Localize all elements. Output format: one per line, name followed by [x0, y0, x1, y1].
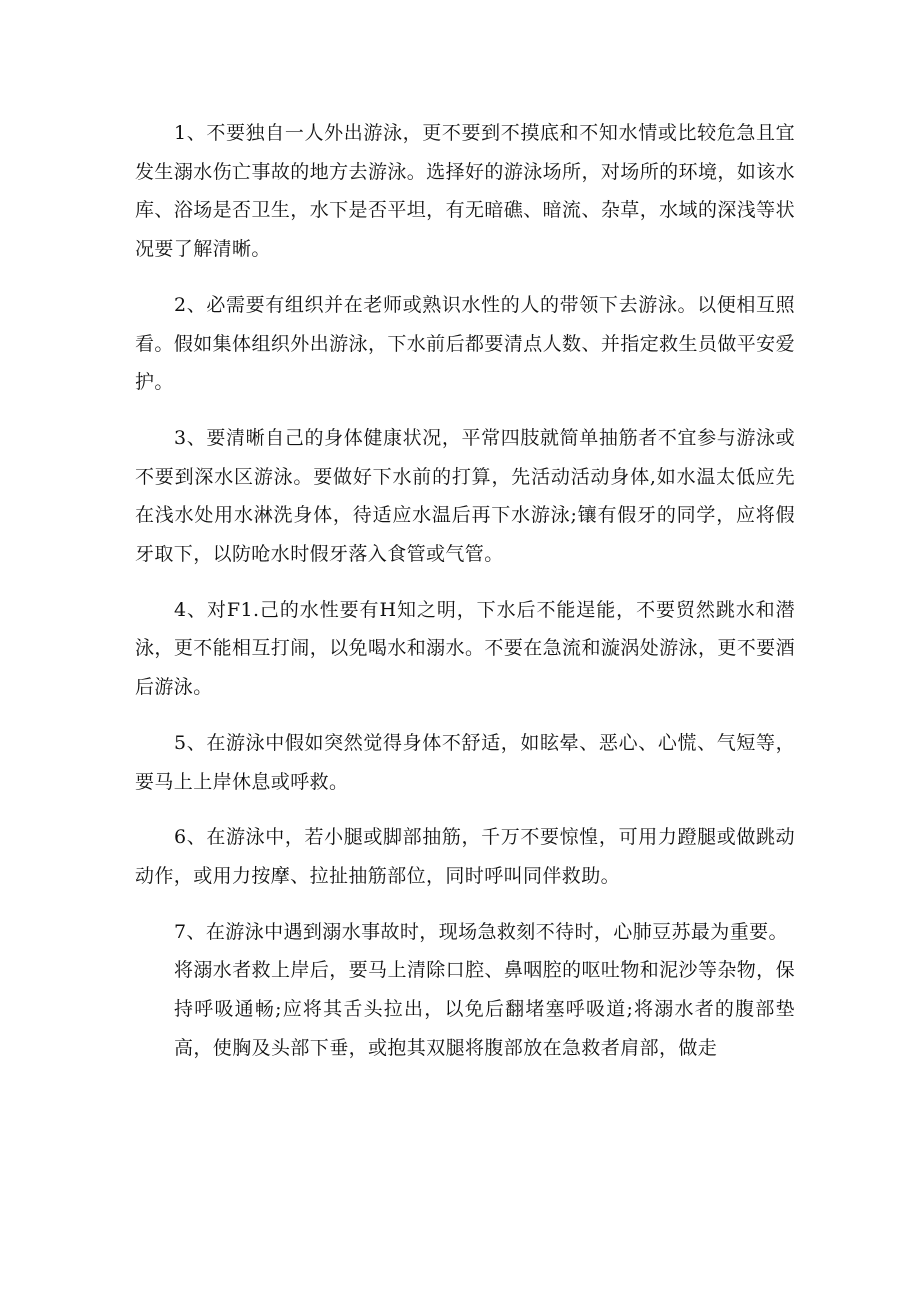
paragraph-5: 5、在游泳中假如突然觉得身体不舒适，如眩晕、恶心、心慌、气短等，要马上上岸休息或呼救。	[135, 731, 795, 793]
paragraph-7-continuation: 将溺水者救上岸后，要马上清除口腔、鼻咽腔的呕吐物和泥沙等杂物，保持呼吸通畅;应将其舌头拉出，以免后翻堵塞呼吸道;将溺水者的腹部垫高，使胸及头部下垂，或抱其双腿将腹部放在急救者肩部，做走	[174, 959, 795, 1059]
document-body	[135, 114, 795, 1084]
paragraph-7	[135, 913, 795, 1068]
paragraph-4: 4、对F1.己的水性要有H知之明，下水后不能逞能，不要贸然跳水和潜泳，更不能相互打闹，以免喝水和溺水。不要在急流和漩涡处游泳，更不要酒后游泳。	[135, 598, 795, 699]
paragraph-6: 6、在游泳中，若小腿或脚部抽筋，千万不要惊惶，可用力蹬腿或做跳动动作，或用力按摩、拉扯抽筋部位，同时呼叫同伴救助。	[135, 826, 795, 887]
paragraph-2: 2、必需要有组织并在老师或熟识水性的人的带领下去游泳。以便相互照看。假如集体组织外出游泳，下水前后都要清点人数、并指定救生员做平安爱护。	[135, 293, 795, 394]
paragraph-1: 1、不要独自一人外出游泳，更不要到不摸底和不知水情或比较危急且宜发生溺水伤亡事故的地方去游泳。选择好的游泳场所，对场所的环境，如该水库、浴场是否卫生，水下是否平坦，有无暗礁、暗流、杂草，水域的深浅等状况要了解清晰。	[135, 122, 795, 261]
paragraph-3: 3、要清晰自己的身体健康状况，平常四肢就简单抽筋者不宜参与游泳或不要到深水区游泳。要做好下水前的打算，先活动活动身体,如水温太低应先在浅水处用水淋洗身体，待适应水温后再下水游泳;镶有假牙的同学，应将假牙取下，以防呛水时假牙落入食管或气管。	[135, 426, 795, 566]
paragraph-7-first-line: 7、在游泳中遇到溺水事故时，现场急救刻不待时，心肺豆苏最为重要。	[174, 920, 788, 943]
